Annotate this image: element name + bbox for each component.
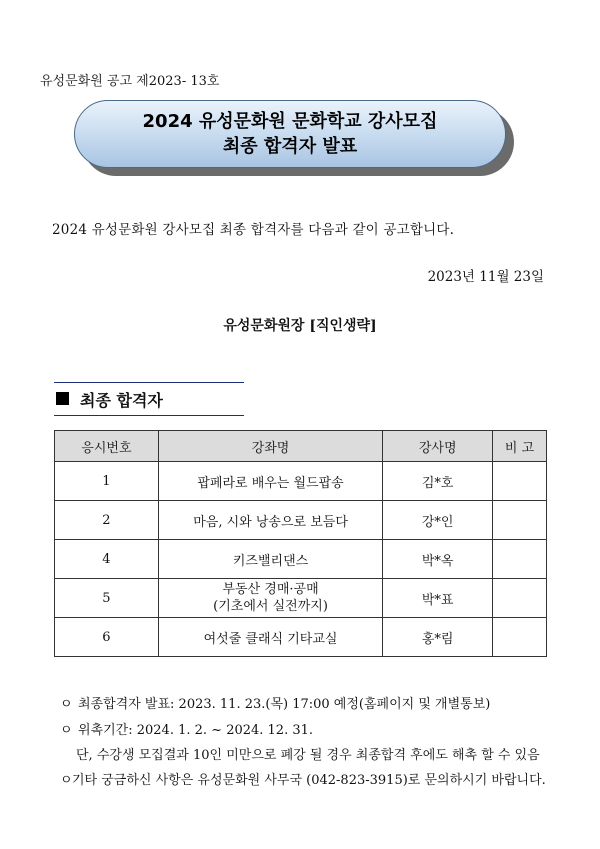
table-row (55, 579, 547, 618)
bullet-icon: ㅇ (60, 723, 73, 738)
cell-course: 키즈밸리댄스 (158, 540, 383, 579)
header-instructor: 강사명 (383, 431, 493, 462)
note-item (60, 693, 490, 712)
section-header (54, 382, 244, 416)
cell-applicant-no: 6 (55, 618, 159, 657)
course-line-2: (기초에서 실전까지) (213, 599, 328, 614)
title-line-1: 2024 유성문화원 문화학교 강사모집 (142, 111, 438, 132)
cell-instructor: 박*표 (383, 579, 493, 618)
cell-applicant-no: 5 (55, 579, 159, 618)
cell-course (158, 579, 383, 618)
note-caveat: 단, 수강생 모집결과 10인 미만으로 폐강 될 경우 최종합격 후에도 해촉 할 수 있음 (76, 748, 540, 763)
black-square-icon (56, 392, 69, 405)
result-table (54, 430, 547, 657)
bullet-icon: ㅇ (60, 773, 73, 788)
cell-course: 여섯줄 클래식 기타교실 (158, 618, 383, 657)
bullet-icon: ㅇ (60, 697, 73, 712)
header-note: 비 고 (493, 431, 547, 462)
table-row (55, 462, 547, 501)
cell-note (493, 540, 547, 579)
intro-text: 2024 유성문화원 강사모집 최종 합격자를 다음과 같이 공고합니다. (52, 222, 455, 238)
cell-note (493, 579, 547, 618)
course-line-1: 부동산 경매·공매 (222, 582, 319, 597)
note-announcement: 최종합격자 발표: 2023. 11. 23.(목) 17:00 예정(홈페이지 및 개별통보) (78, 697, 491, 712)
cell-note (493, 618, 547, 657)
header-applicant-no: 응시번호 (55, 431, 159, 462)
cell-instructor: 김*호 (383, 462, 493, 501)
section-title: 최종 합격자 (80, 391, 163, 410)
note-contact: 기타 궁금하신 사항은 유성문화원 사무국 (042-823-3915)로 문의하시기 바랍니다. (72, 773, 546, 788)
signer: 유성문화원장 [직인생략] (223, 318, 377, 334)
table-header-row (55, 431, 547, 462)
table-row (55, 540, 547, 579)
title-line-2: 최종 합격자 발표 (222, 136, 358, 157)
cell-instructor: 강*인 (383, 501, 493, 540)
note-term: 위촉기간: 2024. 1. 2. ~ 2024. 12. 31. (78, 723, 314, 738)
title-banner (74, 100, 506, 168)
announcement-date: 2023년 11월 23일 (427, 269, 544, 285)
note-item (60, 769, 546, 788)
cell-note (493, 462, 547, 501)
cell-course: 팝페라로 배우는 월드팝송 (158, 462, 383, 501)
cell-applicant-no: 2 (55, 501, 159, 540)
table-row (55, 618, 547, 657)
header-course: 강좌명 (158, 431, 383, 462)
title-box (74, 100, 514, 176)
table-row (55, 501, 547, 540)
cell-applicant-no: 4 (55, 540, 159, 579)
cell-instructor: 홍*림 (383, 618, 493, 657)
cell-applicant-no: 1 (55, 462, 159, 501)
cell-course: 마음, 시와 낭송으로 보듬다 (158, 501, 383, 540)
notice-number: 유성문화원 공고 제2023- 13호 (40, 74, 220, 89)
cell-instructor: 박*옥 (383, 540, 493, 579)
note-item (60, 719, 313, 738)
cell-note (493, 501, 547, 540)
